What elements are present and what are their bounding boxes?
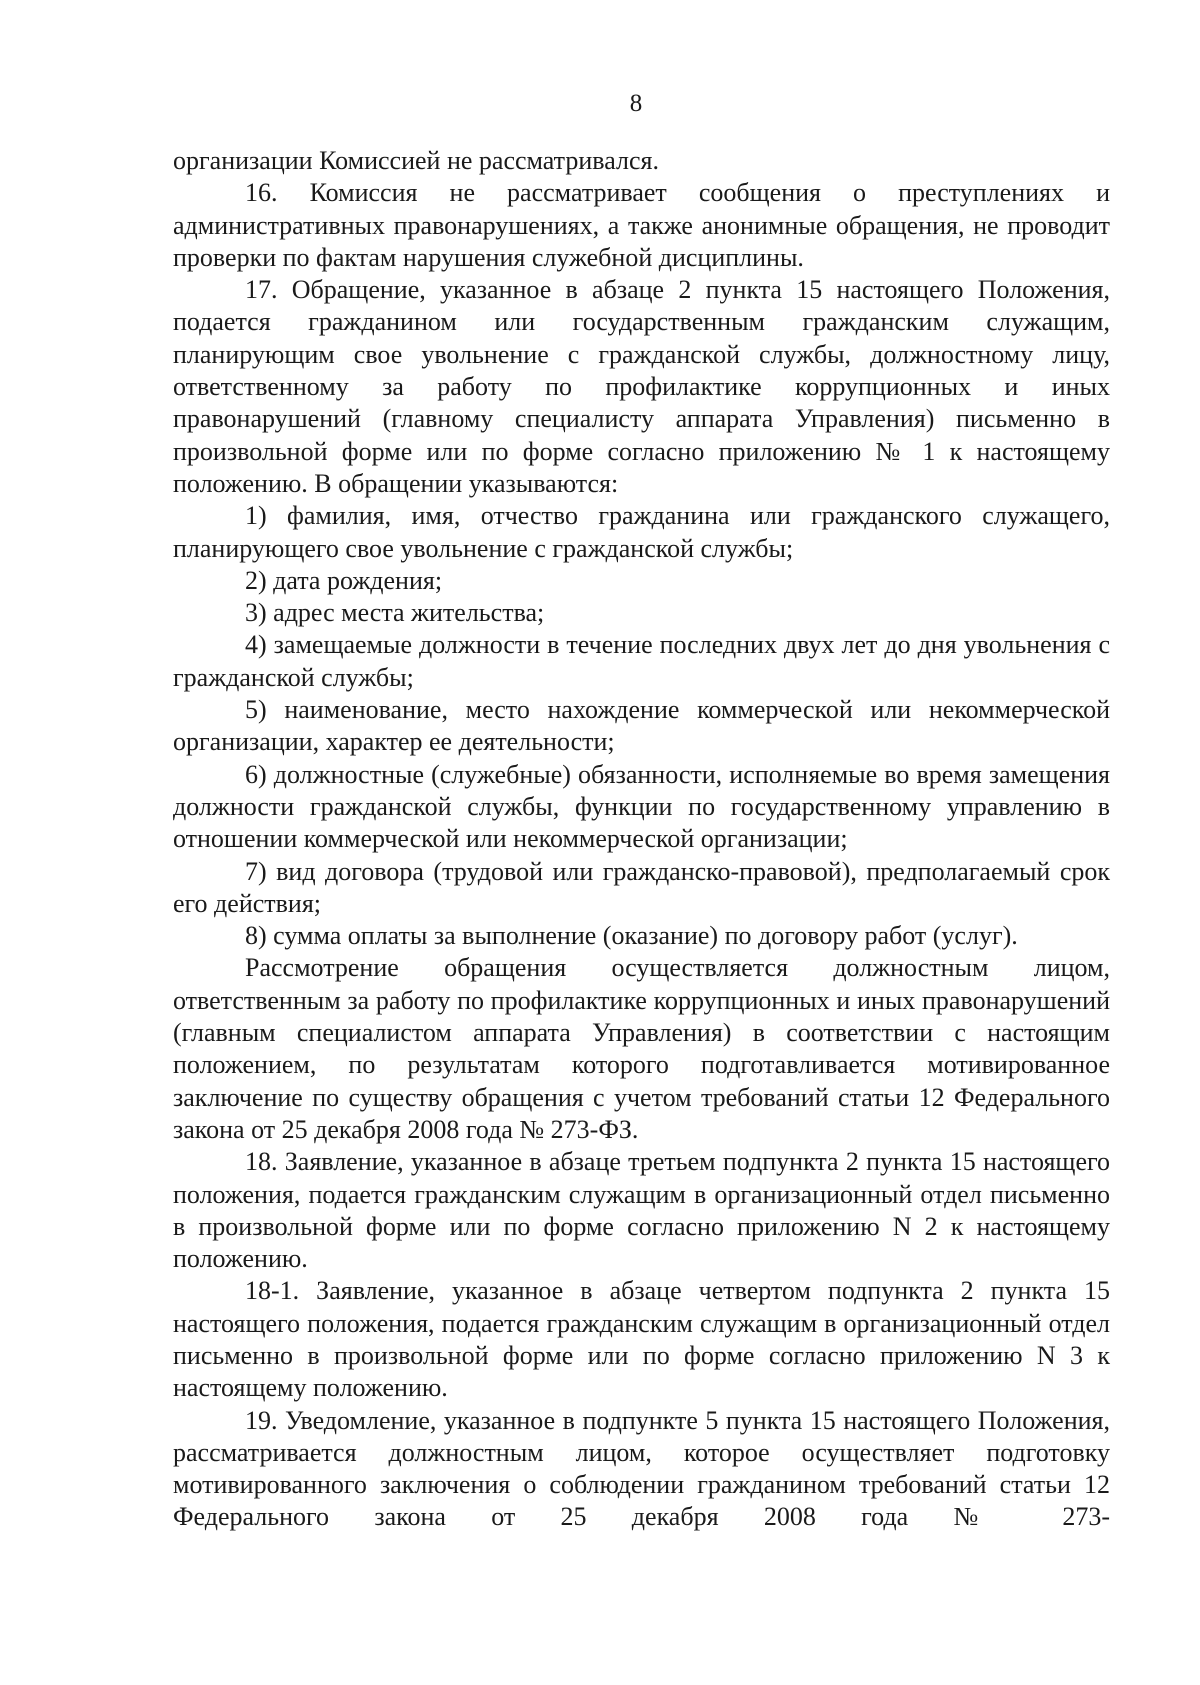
paragraph-18-1: 18-1. Заявление, указанное в абзаце четвертом подпункта 2 пункта 15 настоящего положения, подается гражданским служащим в организационный отдел письменно в произвольной форме или по форме согласно приложению N 3 к настоящему положению. <box>173 1276 1110 1403</box>
list-item-2: 2) дата рождения; <box>245 565 443 595</box>
list-item-8: 8) сумма оплаты за выполнение (оказание) по договору работ (услуг). <box>245 921 1018 951</box>
paragraph-17: 17. Обращение, указанное в абзаце 2 пункта 15 настоящего Положения, подается гражданином или государственным гражданским служащим, планирующим свое увольнение с гражданской службы, должностному лицу, ответственному за работу по профилактике коррупционных и иных правонарушений (главному специалисту аппарата Управления) письменно в произвольной форме или по форме согласно приложению № 1 к настоящему положению. В обращении указываются: <box>173 275 1110 498</box>
document-body <box>173 145 1110 1534</box>
paragraph-16: 16. Комиссия не рассматривает сообщения о преступлениях и административных правонарушениях, а также анонимные обращения, не проводит проверки по фактам нарушения служебной дисциплины. <box>173 178 1110 272</box>
paragraph-19: 19. Уведомление, указанное в подпункте 5 пункта 15 настоящего Положения, рассматривается должностным лицом, которое осуществляет подготовку мотивированного заключения о соблюдении гражданином требований статьи 12 Федерального закона от 25 декабря 2008 года № 273- <box>173 1405 1110 1532</box>
paragraph-18: 18. Заявление, указанное в абзаце третьем подпункта 2 пункта 15 настоящего положения, подается гражданским служащим в организационный отдел письменно в произвольной форме или по форме согласно приложению N 2 к настоящему положению. <box>173 1147 1110 1274</box>
list-item-4: 4) замещаемые должности в течение последних двух лет до дня увольнения с гражданской службы; <box>173 630 1110 692</box>
list-item-5: 5) наименование, место нахождение коммерческой или некоммерческой организации, характер ее деятельности; <box>173 695 1110 757</box>
list-item-7: 7) вид договора (трудовой или гражданско-правовой), предполагаемый срок его действия; <box>173 856 1110 918</box>
paragraph-review: Рассмотрение обращения осуществляется должностным лицом, ответственным за работу по профилактике коррупционных и иных правонарушений (главным специалистом аппарата Управления) в соответствии с настоящим положением, по результатам которого подготавливается мотивированное заключение по существу обращения с учетом требований статьи 12 Федерального закона от 25 декабря 2008 года № 273-ФЗ. <box>173 953 1110 1144</box>
list-item-1: 1) фамилия, имя, отчество гражданина или гражданского служащего, планирующего свое увольнение с гражданской службы; <box>173 501 1110 563</box>
page-number: 8 <box>629 90 643 117</box>
paragraph-continuation: организации Комиссией не рассматривался. <box>173 146 659 175</box>
list-item-6: 6) должностные (служебные) обязанности, исполняемые во время замещения должности гражданской службы, функции по государственному управлению в отношении коммерческой или некоммерческой организации; <box>173 759 1110 854</box>
list-item-3: 3) адрес места жительства; <box>245 598 545 628</box>
